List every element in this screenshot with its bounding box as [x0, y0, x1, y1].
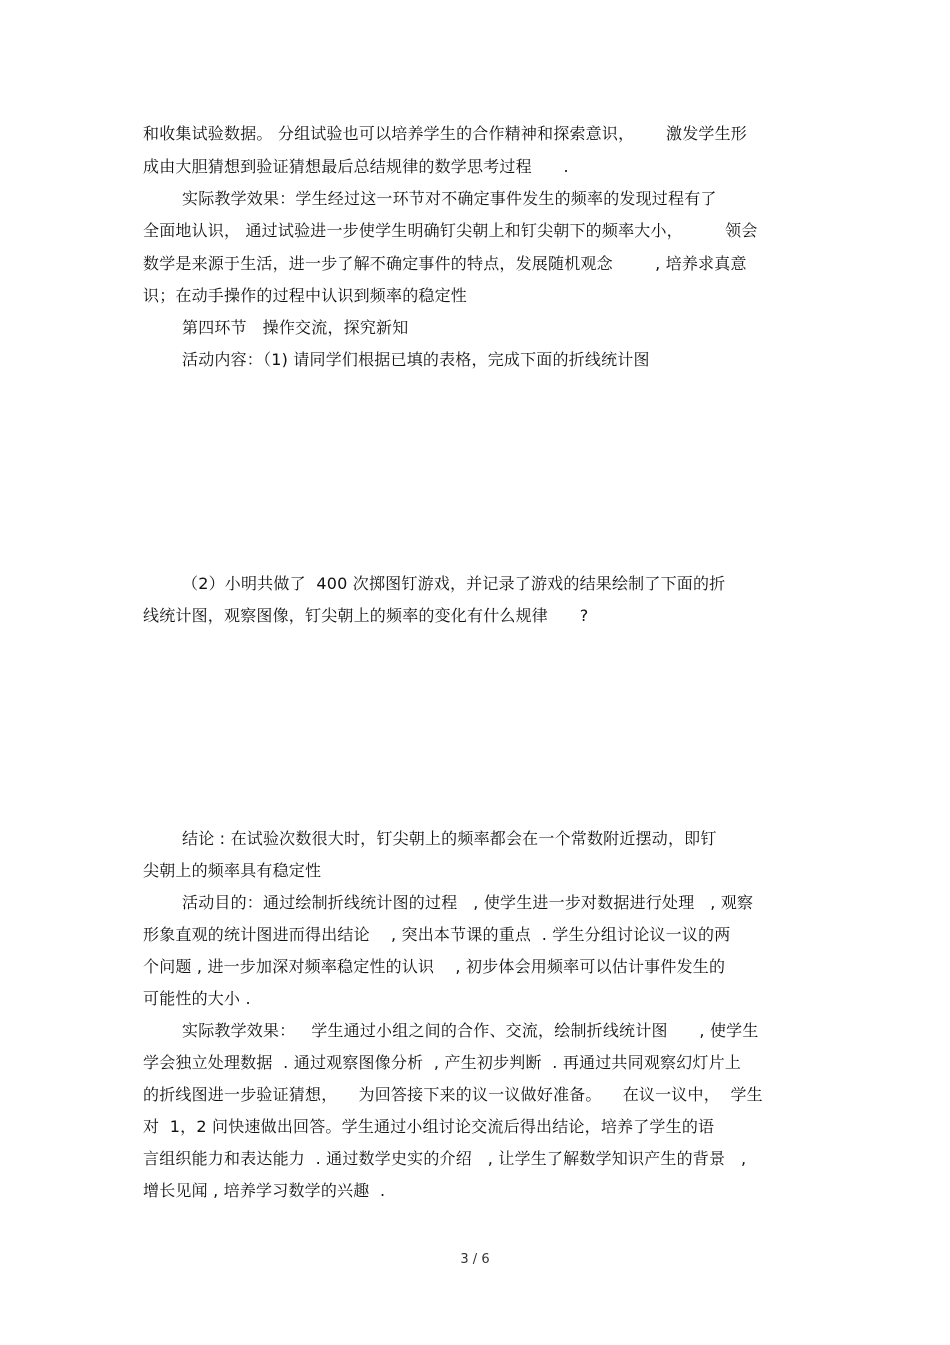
- paragraph-line: 活动内容：（1) 请同学们根据已填的表格，完成下面的折线统计图: [182, 350, 650, 369]
- chart-placeholder-area: [143, 640, 808, 820]
- paragraph-line: （2）小明共做了 400 次掷图钉游戏，并记录了游戏的结果绘制了下面的折: [182, 574, 726, 593]
- paragraph-line: 和收集试验数据。 分组试验也可以培养学生的合作精神和探索意识， 激发学生形: [143, 124, 748, 143]
- chart-placeholder-area: [143, 382, 808, 562]
- paragraph-line: 增长见闻 , 培养学习数学的兴趣 .: [143, 1181, 386, 1200]
- paragraph-line: 对 1，2 问快速做出回答。学生通过小组讨论交流后得出结论，培养了学生的语: [143, 1117, 715, 1136]
- paragraph-line: 线统计图，观察图像，钉尖朝上的频率的变化有什么规律 ?: [143, 606, 589, 625]
- paragraph-line: 尖朝上的频率具有稳定性: [143, 861, 322, 880]
- page-number: 3 / 6: [460, 1252, 490, 1267]
- paragraph-line: 实际教学效果：学生经过这一环节对不确定事件发生的频率的发现过程有了: [182, 189, 717, 208]
- paragraph-line: 的折线图进一步验证猜想， 为回答接下来的议一议做好准备。 在议一议中， 学生: [143, 1085, 763, 1104]
- paragraph-line: 全面地认识， 通过试验进一步使学生明确钉尖朝上和钉尖朝下的频率大小， 领会: [143, 221, 758, 240]
- section-heading: 第四环节 操作交流，探究新知: [182, 318, 409, 337]
- paragraph-line: 言组织能力和表达能力 . 通过数学史实的介绍 , 让学生了解数学知识产生的背景 ,: [143, 1149, 747, 1168]
- paragraph-line: 个问题 , 进一步加深对频率稳定性的认识 , 初步体会用频率可以估计事件发生的: [143, 957, 726, 976]
- paragraph-line: 成由大胆猜想到验证猜想最后总结规律的数学思考过程 .: [143, 157, 569, 176]
- paragraph-line: 结论 : 在试验次数很大时，钉尖朝上的频率都会在一个常数附近摆动，即钉: [182, 829, 717, 848]
- paragraph-line: 形象直观的统计图进而得出结论 , 突出本节课的重点 . 学生分组讨论议一议的两: [143, 925, 731, 944]
- paragraph-line: 数学是来源于生活，进一步了解不确定事件的特点，发展随机观念 , 培养求真意: [143, 254, 747, 273]
- paragraph-line: 可能性的大小 .: [143, 989, 251, 1008]
- paragraph-line: 识；在动手操作的过程中认识到频率的稳定性: [143, 286, 468, 305]
- paragraph-line: 学会独立处理数据 . 通过观察图像分析 , 产生初步判断 . 再通过共同观察幻灯片上: [143, 1053, 742, 1072]
- paragraph-line: 活动目的：通过绘制折线统计图的过程 , 使学生进一步对数据进行处理 , 观察: [182, 893, 754, 912]
- paragraph-line: 实际教学效果： 学生通过小组之间的合作、交流，绘制折线统计图 , 使学生: [182, 1021, 759, 1040]
